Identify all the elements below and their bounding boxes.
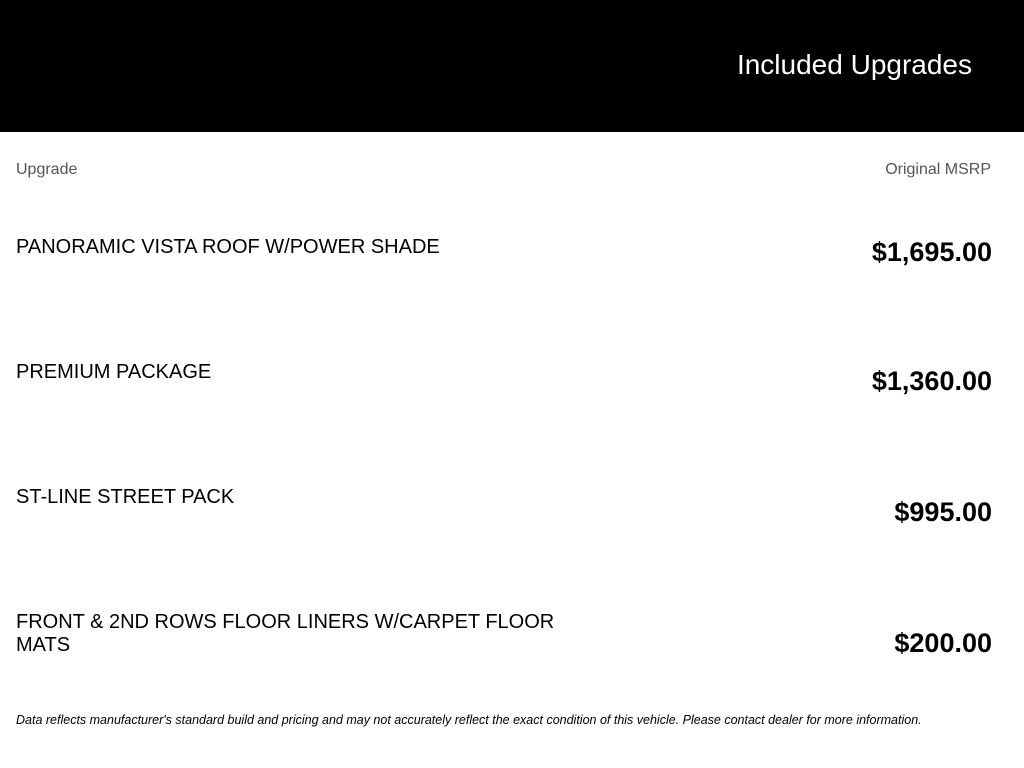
upgrade-row (16, 236, 992, 336)
column-header-upgrade: Upgrade (16, 161, 78, 178)
upgrade-name: ST-LINE STREET PACK (16, 486, 235, 508)
upgrade-name: PANORAMIC VISTA ROOF W/POWER SHADE (16, 236, 440, 258)
upgrade-price: $995.00 (894, 497, 992, 527)
page-title: Included Upgrades (736, 49, 972, 80)
page-header (0, 0, 1024, 132)
column-header-msrp: Original MSRP (885, 161, 991, 178)
upgrade-name: PREMIUM PACKAGE (16, 361, 212, 383)
disclaimer-footnote: Data reflects manufacturer's standard build and pricing and may not accurately reflect the exact condition of this vehicle. Please contact dealer for more information. (16, 713, 922, 727)
upgrade-name: FRONT & 2ND ROWS FLOOR LINERS W/CARPET FLOOR MATS (16, 611, 555, 656)
upgrade-price: $1,695.00 (871, 237, 992, 267)
upgrade-row (16, 611, 992, 711)
upgrade-row (16, 361, 992, 461)
upgrade-price: $200.00 (894, 628, 992, 658)
upgrade-row (16, 486, 992, 586)
upgrade-price: $1,360.00 (871, 366, 992, 396)
